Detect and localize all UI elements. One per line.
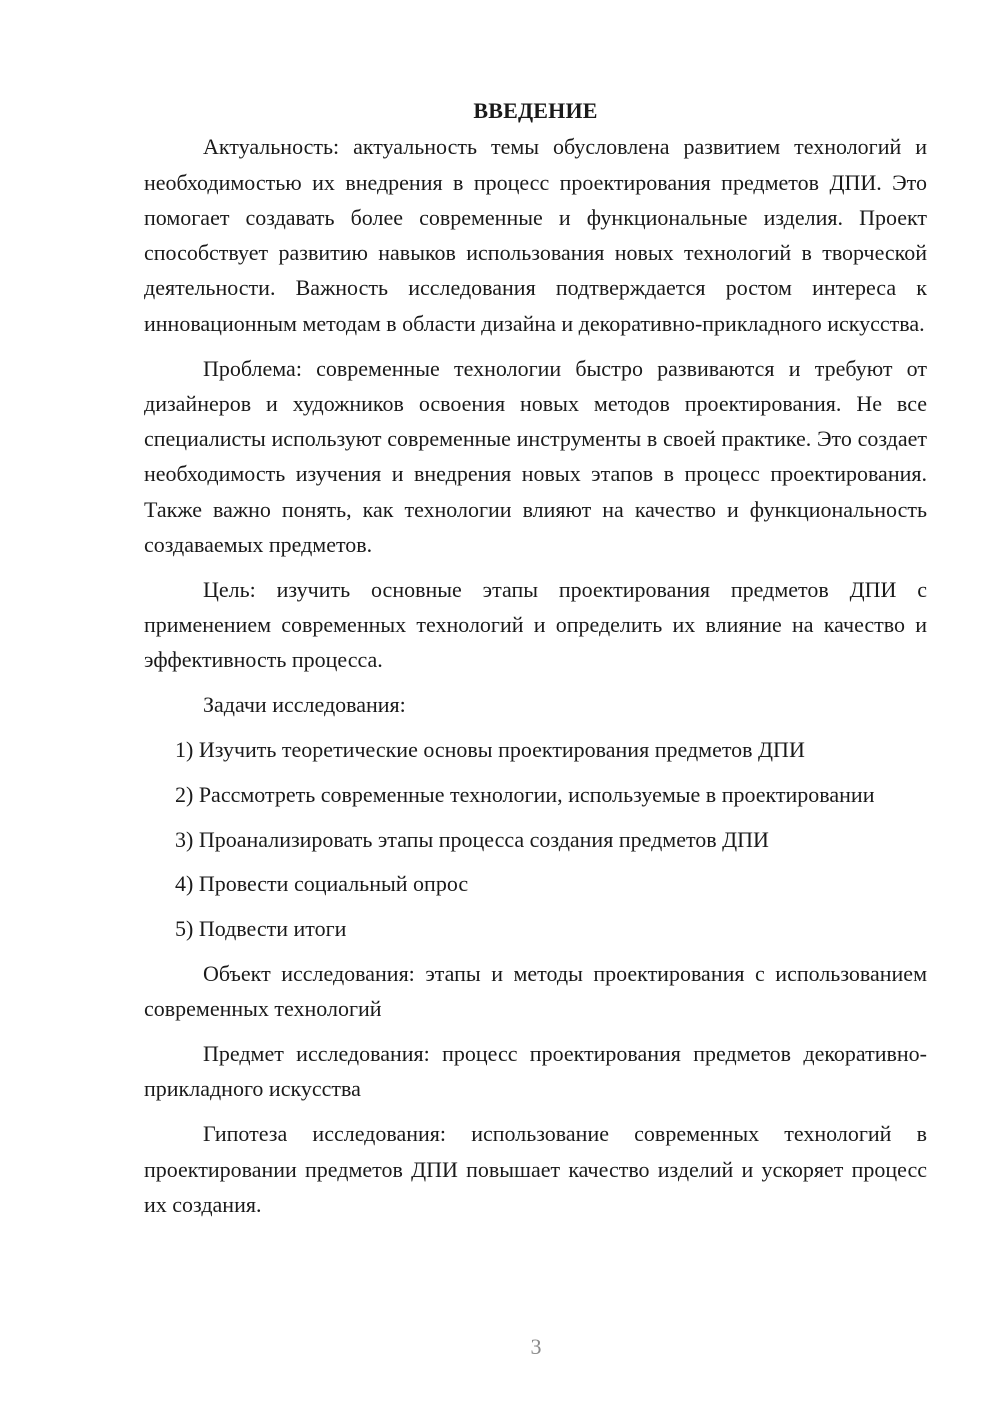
task-item-2: 2) Рассмотреть современные технологии, используемые в проектировании — [175, 781, 875, 807]
tasks-list — [144, 732, 927, 946]
task-item-5: 5) Подвести итоги — [175, 916, 347, 942]
section-title: ВВЕДЕНИЕ — [473, 98, 598, 123]
task-item-1: 1) Изучить теоретические основы проектирования предметов ДПИ — [175, 737, 805, 763]
goal-paragraph: Цель: изучить основные этапы проектирования предметов ДПИ с применением современных технологий и определить их влияние на качество и эффективность процесса. — [144, 576, 927, 673]
page-number: 3 — [530, 1334, 542, 1359]
object-paragraph: Объект исследования: этапы и методы проектирования с использованием современных технологий — [144, 961, 927, 1022]
problem-paragraph: Проблема: современные технологии быстро развиваются и требуют от дизайнеров и художников освоения новых методов проектирования. Не все специалисты используют современные инструменты в своей практике. Это создает необходимость изучения и внедрения новых этапов в процесс проектирования. Также важно понять, как технологии влияют на качество и функциональность создаваемых предметов. — [144, 355, 927, 558]
task-item-4: 4) Провести социальный опрос — [175, 871, 469, 897]
task-item-3: 3) Проанализировать этапы процесса создания предметов ДПИ — [175, 826, 769, 852]
hypothesis-paragraph: Гипотеза исследования: использование современных технологий в проектировании предметов ДПИ повышает качество изделий и ускоряет процесс их создания. — [144, 1121, 927, 1217]
subject-paragraph: Предмет исследования: процесс проектирования предметов декоративно-прикладного искусства — [144, 1041, 927, 1102]
tasks-heading: Задачи исследования: — [203, 692, 406, 718]
page-content — [144, 93, 927, 1232]
relevance-paragraph: Актуальность: актуальность темы обусловлена развитием технологий и необходимостью их внедрения в процесс проектирования предметов ДПИ. Это помогает создавать более современные и функциональные изделия. Проект способствует развитию навыков использования новых технологий в творческой деятельности. Важность исследования подтверждается ростом интереса к инновационным методам в области дизайна и декоративно-прикладного искусства. — [144, 134, 927, 336]
